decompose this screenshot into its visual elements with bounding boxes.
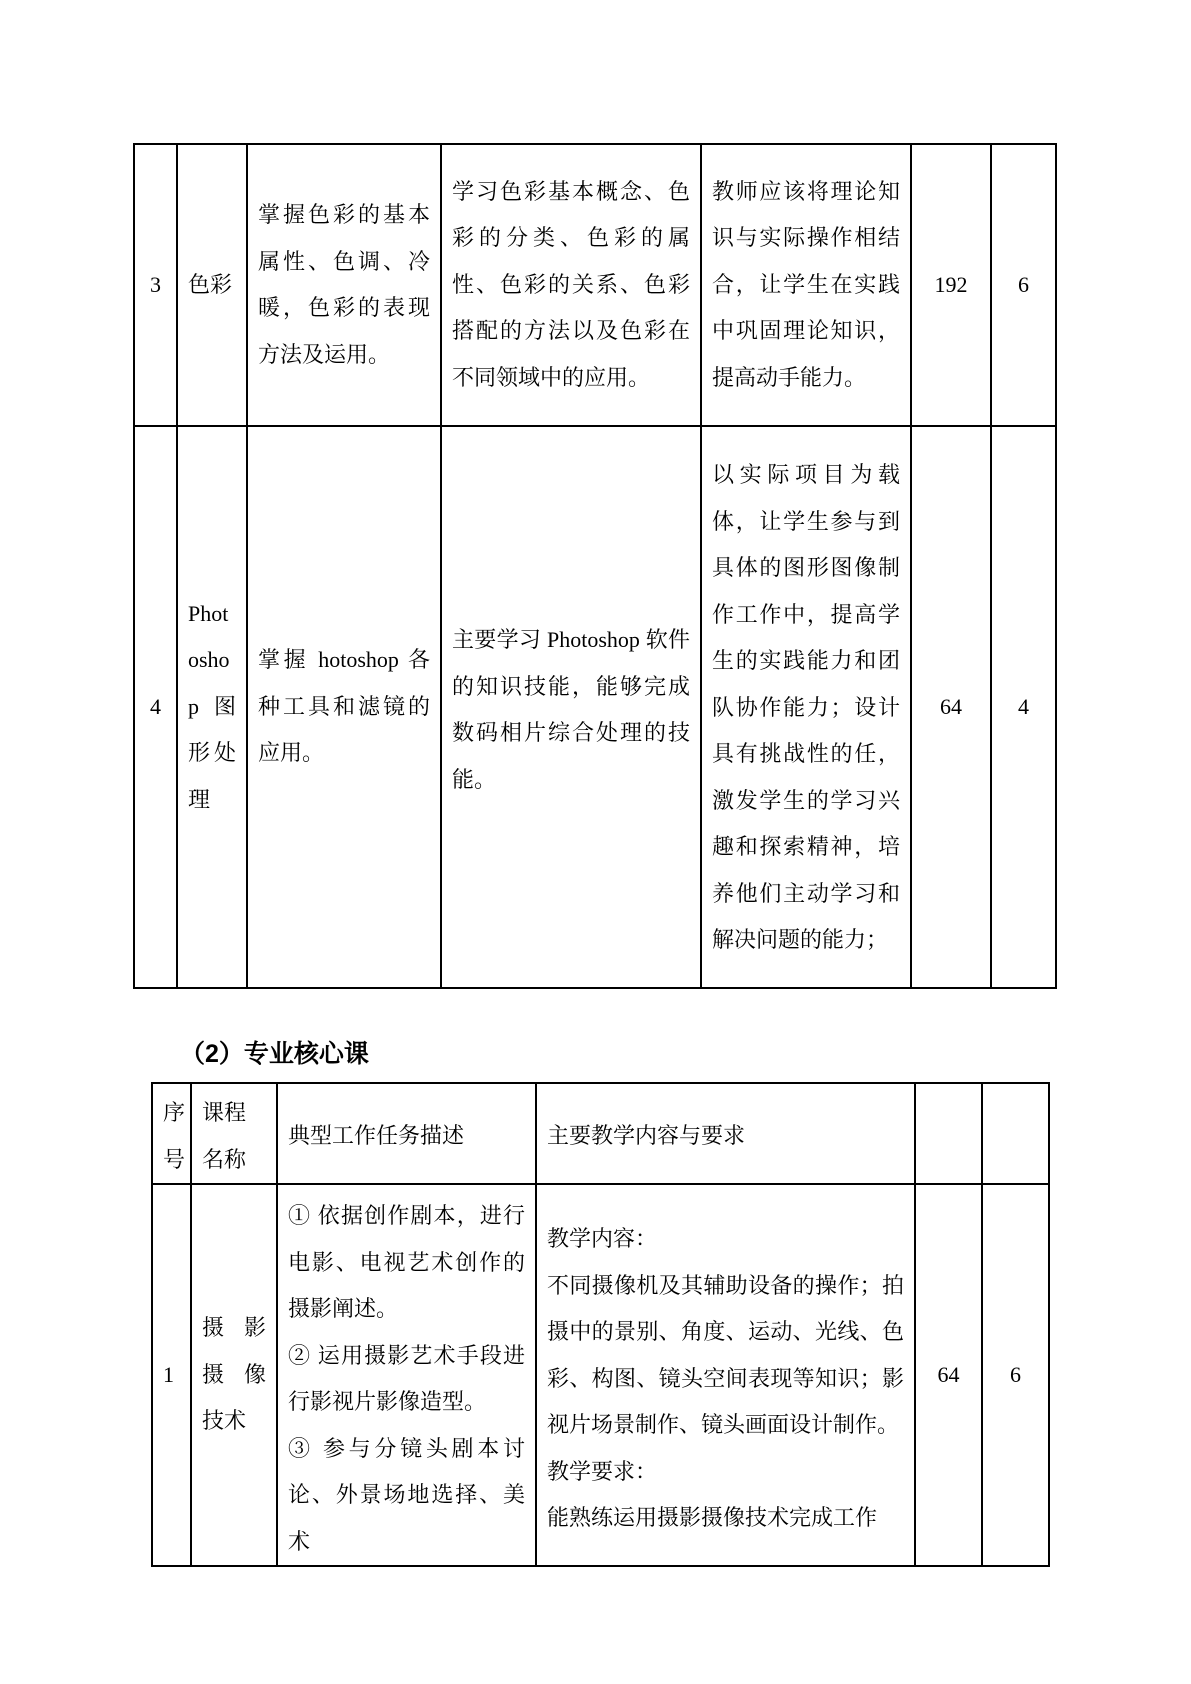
teaching-content-requirements (536, 1184, 915, 1566)
header-course-name: 课程名称 (191, 1083, 277, 1184)
header-tasks: 典型工作任务描述 (277, 1083, 536, 1184)
task-item: ① 依据创作剧本，进行电影、电视艺术创作的摄影阐述。 (288, 1203, 525, 1321)
task-item: ③ 参与分镜头剧本讨论、外景场地选择、美术 (288, 1435, 525, 1554)
core-course-table (151, 1082, 1050, 1567)
table-row (134, 144, 1056, 426)
row-number: 1 (152, 1184, 191, 1566)
row-number: 3 (134, 144, 177, 426)
course-hours: 192 (911, 144, 991, 426)
header-hours (915, 1083, 982, 1184)
header-credits (982, 1083, 1049, 1184)
course-name: Photoshop 图形处理 (177, 426, 247, 988)
teaching-method: 教师应该将理论知识与实际操作相结合，让学生在实践中巩固理论知识，提高动手能力。 (701, 144, 911, 426)
course-hours: 64 (911, 426, 991, 988)
teaching-method: 以实际项目为载体，让学生参与到具体的图形图像制作工作中，提高学生的实践能力和团队协作能力；设计具有挑战性的任，激发学生的学习兴趣和探索精神，培养他们主动学习和解决问题的能力； (701, 426, 911, 988)
course-goal: 掌握 hotoshop 各种工具和滤镜的应用。 (247, 426, 441, 988)
content-item: 能熟练运用摄影摄像技术完成工作 (547, 1505, 878, 1531)
course-hours: 64 (915, 1184, 982, 1566)
table-row (134, 426, 1056, 988)
course-credits: 4 (991, 426, 1056, 988)
table-row (152, 1184, 1049, 1566)
content-item: 教学要求： (547, 1458, 658, 1484)
header-serial: 序号 (152, 1083, 191, 1184)
content-item: 不同摄像机及其辅助设备的操作；拍摄中的景别、角度、运动、光线、色彩、构图、镜头空间表现等知识；影视片场景制作、镜头画面设计制作。 (547, 1272, 904, 1438)
course-goal: 掌握色彩的基本属性、色调、冷暖，色彩的表现方法及运用。 (247, 144, 441, 426)
task-item: ② 运用摄影艺术手段进行影视片影像造型。 (288, 1342, 525, 1414)
section-heading: （2）专业核心课 (180, 1040, 369, 1068)
course-name: 摄影摄像技术 (191, 1184, 277, 1566)
teaching-content: 学习色彩基本概念、色彩的分类、色彩的属性、色彩的关系、色彩搭配的方法以及色彩在不同领域中的应用。 (441, 144, 701, 426)
course-name: 色彩 (177, 144, 247, 426)
course-credits: 6 (991, 144, 1056, 426)
course-credits: 6 (982, 1184, 1049, 1566)
basic-course-table (133, 143, 1057, 989)
teaching-content: 主要学习 Photoshop 软件的知识技能，能够完成数码相片综合处理的技能。 (441, 426, 701, 988)
row-number: 4 (134, 426, 177, 988)
table-header-row (152, 1083, 1049, 1184)
content-item: 教学内容： (547, 1226, 658, 1252)
work-tasks (277, 1184, 536, 1566)
header-content: 主要教学内容与要求 (536, 1083, 915, 1184)
